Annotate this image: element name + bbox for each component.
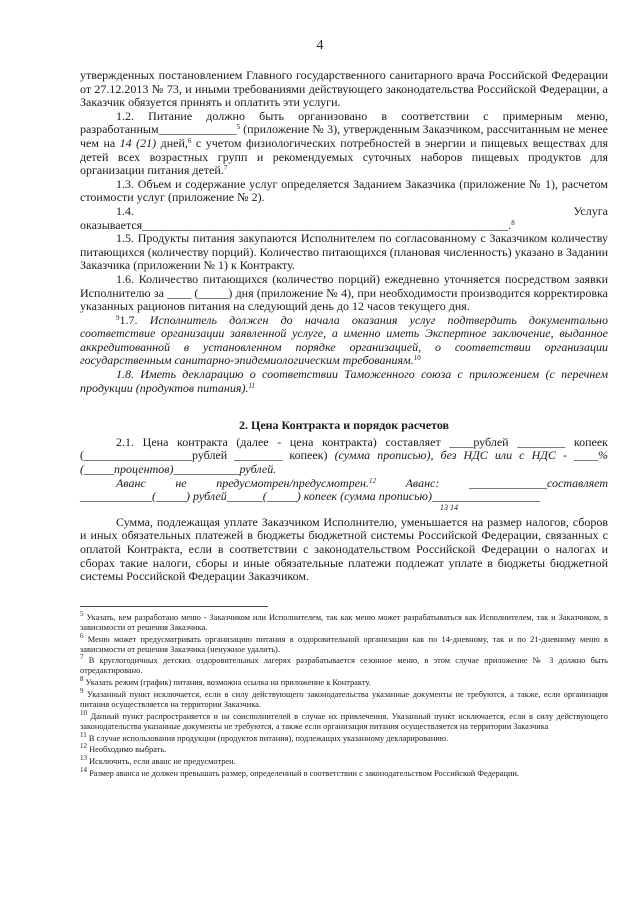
- p12-text-d: дней,: [156, 135, 188, 150]
- paragraph-tax: Сумма, подлежащая уплате Заказчиком Исполнителю, уменьшается на размер налогов, сборов и иных обязательных платежей в бюджеты бюджетной системы Российской Федерации, связанных с оплатой Контракта, если в соответствии с законодательством Российской Федерации о налогах и сборах такие налоги, сборы и иные обязательные платежи подлежат уплате в бюджеты бюджетной системы Российской Федерации Заказчиком.: [80, 514, 608, 584]
- footnote-9: [80, 686, 608, 710]
- footnote-9-text: Указанный пункт исключается, если в силу действующего законодательства указанные документы не требуются, а также, если организация питания осуществляется на территории Заказчика.: [80, 689, 608, 709]
- footnote-6: [80, 631, 608, 655]
- paragraph-1-2: [80, 110, 608, 178]
- footnote-13-num: 13: [80, 754, 87, 763]
- footnote-10-text: Данный пункт распространяется и на соисполнителей в случае их привлечения. Указанный пункт исключается, если в силу действующего законодательства указанные документы не требуются, а также если организация питания осуществляется на территории Заказчика: [80, 711, 608, 731]
- footnote-7-num: 7: [80, 653, 84, 662]
- footnote-ref-12: 12: [368, 476, 376, 485]
- footnote-9-num: 9: [80, 686, 84, 695]
- paragraph-advance: [80, 477, 608, 504]
- paragraph-2-1: [80, 436, 608, 477]
- footnote-13: [80, 754, 608, 767]
- footnote-ref-7: 7: [223, 164, 228, 173]
- paragraph-continuation: утвержденных постановлением Главного государственного санитарного врача Российской Федерации от 27.12.2013 № 73, и иными требованиями действующего законодательства Российской Федерации, а Заказчик обязуется принять и оплатить эти услуги.: [80, 68, 608, 110]
- advance-text-a: Аванс не предусмотрен/предусмотрен.: [116, 475, 369, 490]
- footnote-14-num: 14: [80, 765, 87, 774]
- footnote-5: [80, 609, 609, 633]
- section-2-heading: 2. Цена Контракта и порядок расчетов: [238, 418, 449, 433]
- paragraph-1-8: [80, 368, 608, 395]
- p12-text-b: (приложение № 3), утвержденным Заказчиком, рассчитанным не менее чем на: [80, 122, 608, 150]
- document-body: [80, 69, 608, 781]
- p12-text-a: 1.2. Питание должно быть организовано в соответствии с примерным меню, разработанным_____________: [80, 108, 608, 137]
- footnote-separator: [80, 606, 268, 607]
- p17-num: 1.7.: [119, 312, 150, 327]
- p12-text-e: с учетом физиологических потребностей в энергии и пищевых веществах для детей всех возрастных групп и рекомендуемых суточных наборов пищевых продуктов для организации питания детей.: [80, 135, 608, 178]
- footnote-12-text: Необходимо выбрать.: [89, 745, 167, 755]
- footnote-8-num: 8: [80, 675, 84, 684]
- paragraph-1-5: 1.5. Продукты питания закупаются Исполнителем по согласованному с Заказчиком количеству питающихся (количеству порций). Количество питающихся (плановая численность) указано в Задании Заказчика (приложении № 1) к Контракту.: [80, 231, 608, 273]
- p17-text: Исполнитель должен до начала оказания услуг подтвердить документально соответствие организации заявленной услуге, а именно иметь Экспертное заключение, выданное аккредитованной в установленном порядке организацией, о соответствии организации государственным санитарно-эпидемиологическим требованиям.: [80, 312, 609, 368]
- p18-text: 1.8. Иметь декларацию о соответствии Таможенного союза с приложением (с перечнем продукции (продуктов питания).: [80, 367, 608, 395]
- footnote-10: [80, 708, 608, 732]
- paragraph-1-4: [80, 205, 608, 232]
- paragraph-1-6: 1.6. Количество питающихся (количество порций) ежедневно уточняется посредством заявки Исполнителю за ____ (_____) дня (приложение № 4), при необходимости производится корректировка указанных рационов питания на следующий день до 12 часов текущего дня.: [80, 271, 608, 314]
- footnote-ref-5: 5: [236, 123, 241, 132]
- footnote-5-text: Указать, кем разработано меню - Заказчиком или Исполнителем, так как меню может разрабатываться как Исполнителем, так и Заказчиком, в зависимости от решения Заказчика.: [80, 612, 609, 632]
- footnote-ref-13-14: 13 14: [440, 502, 458, 512]
- footnote-6-num: 6: [80, 631, 84, 640]
- footnote-ref-9: 9: [116, 313, 120, 322]
- footnote-5-num: 5: [80, 609, 84, 618]
- advance-text-b: Аванс: _____________составляет ____________(_____) рублей______(_____) копеек (сумма прописью)__________________: [80, 475, 608, 504]
- footnote-7: [80, 653, 609, 676]
- footnote-13-text: Исключить, если аванс не предусмотрен.: [89, 757, 236, 767]
- footnote-14: [80, 765, 608, 779]
- p21-text-b: (сумма прописью), без НДС или с НДС - ____% (_____процентов)___________рублей.: [80, 448, 609, 477]
- paragraph-1-3: 1.3. Объем и содержание услуг определяется Заданием Заказчика (приложение № 1), расчетом стоимости услуг (приложение № 2).: [80, 176, 608, 205]
- footnote-ref-6: 6: [187, 136, 192, 145]
- paragraph-1-7: [80, 314, 608, 368]
- footnote-11-text: В случае использования продукции (продуктов питания), подлежащих указанному декларированию.: [88, 733, 449, 743]
- footnote-ref-8: 8: [511, 218, 515, 227]
- p21-text-a: 2.1. Цена контракта (далее - цена контракта) составляет ____рублей ________ копеек (__________________рублей ________ копеек): [80, 434, 608, 463]
- footnote-8: [80, 675, 608, 688]
- footnote-11-num: 11: [80, 730, 87, 739]
- footnote-12: [80, 742, 608, 755]
- footnote-8-text: Указать режим (график) питания, возможна ссылка на приложение к Контракту.: [85, 678, 371, 688]
- footnote-ref-10: 10: [413, 354, 421, 363]
- footnote-7-text: В круглогодичных детских оздоровительных лагерях разрабатывается сезонное меню, в этом случае приложение № 3 должно быть отредактировано.: [80, 656, 609, 676]
- page-number: 4: [316, 38, 324, 53]
- p14-text: 1.4. Услуга оказывается_____________________________________________________________.: [80, 203, 608, 232]
- footnote-6-text: Меню может предусматривать организацию питания в оздоровительной организации как по 14-дневному, так и по 21-дневному меню в зависимости от решения Заказчика (ненужное удалить).: [80, 634, 608, 654]
- footnote-14-text: Размер аванса не должен превышать размер, определенный в соответствии с законодательством Российской Федерации.: [89, 768, 520, 778]
- footnote-12-num: 12: [80, 742, 87, 751]
- footnotes-list: [80, 609, 609, 779]
- p12-days: 14 (21): [119, 135, 157, 150]
- footnote-10-num: 10: [80, 708, 87, 717]
- footnote-ref-11: 11: [248, 381, 255, 390]
- footnote-11: [80, 730, 608, 744]
